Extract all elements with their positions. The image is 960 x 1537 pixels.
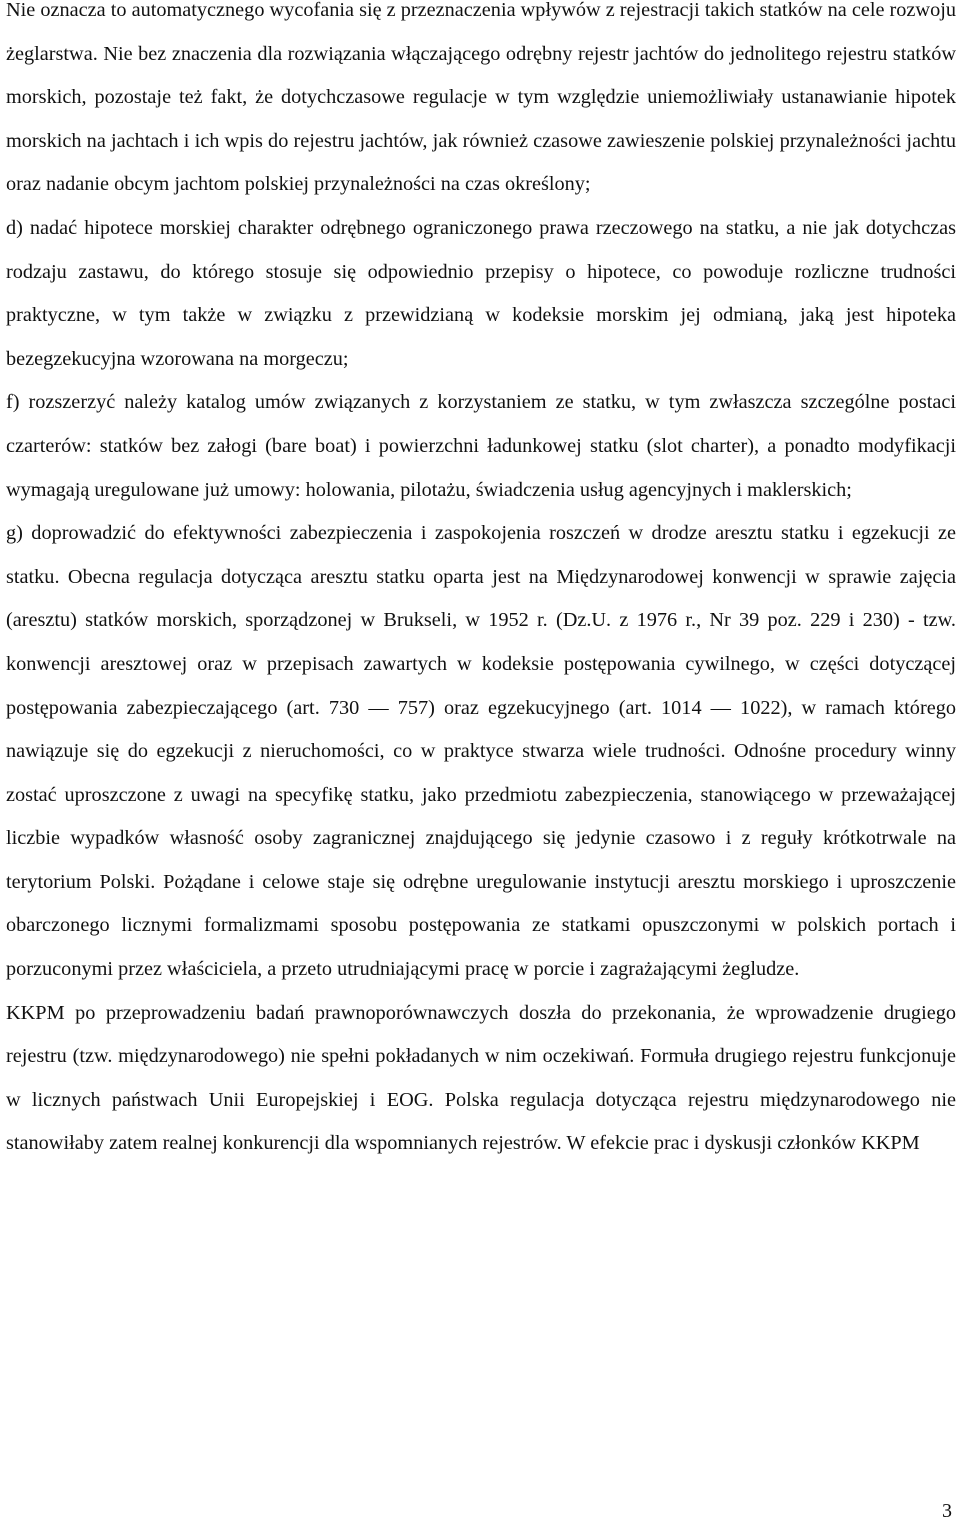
document-page	[6, 0, 956, 1166]
paragraph-point-g: g) doprowadzić do efektywności zabezpieczenia i zaspokojenia roszczeń w drodze aresztu statku i egzekucji ze statku. Obecna regulacja dotycząca aresztu statku oparta jest na Międzynarodowej konwencji w sprawie zajęcia (aresztu) statków morskich, sporządzonej w Brukseli, w 1952 r. (Dz.U. z 1976 r., Nr 39 poz. 229 i 230) - tzw. konwencji aresztowej oraz w przepisach zawartych w kodeksie postępowania cywilnego, w części dotyczącej postępowania zabezpieczającego (art. 730 — 757) oraz egzekucyjnego (art. 1014 — 1022), w ramach którego nawiązuje się do egzekucji z nieruchomości, co w praktyce stwarza wiele trudności. Odnośne procedury winny zostać uproszczone z uwagi na specyfikę statku, jako przedmiotu zabezpieczenia, stanowiącego w przeważającej liczbie wypadków własność osoby zagranicznej znajdującego się jedynie czasowo i z reguły krótkotrwale na terytorium Polski. Pożądane i celowe staje się odrębne uregulowanie instytucji aresztu morskiego i uproszczenie obarczonego licznymi formalizmami sposobu postępowania ze statkami opuszczonymi w polskich portach i porzuconymi przez właściciela, a przeto utrudniającymi pracę w porcie i zagrażającymi żegludze.	[6, 522, 956, 981]
paragraph-kkpm: KKPM po przeprowadzeniu badań prawnoporównawczych doszła do przekonania, że wprowadzenie drugiego rejestru (tzw. międzynarodowego) nie spełni pokładanych w nim oczekiwań. Formuła drugiego rejestru funkcjonuje w licznych państwach Unii Europejskiej i EOG. Polska regulacja dotycząca rejestru międzynarodowego nie stanowiłaby zatem realnej konkurencji dla wspomnianych rejestrów. W efekcie prac i dyskusji członków KKPM	[6, 1001, 956, 1155]
page-number: 3	[942, 1500, 952, 1522]
paragraph-continuation: Nie oznacza to automatycznego wycofania się z przeznaczenia wpływów z rejestracji takich statków na cele rozwoju żeglarstwa. Nie bez znaczenia dla rozwiązania włączającego odrębny rejestr jachtów do jednolitego rejestru statków morskich, pozostaje też fakt, że dotychczasowe regulacje w tym względzie uniemożliwiały ustanawianie hipotek morskich na jachtach i ich wpis do rejestru jachtów, jak również czasowe zawieszenie polskiej przynależności jachtu oraz nadanie obcym jachtom polskiej przynależności na czas określony;	[6, 0, 956, 196]
paragraph-point-f: f) rozszerzyć należy katalog umów związanych z korzystaniem ze statku, w tym zwłaszcza szczególne postaci czarterów: statków bez załogi (bare boat) i powierzchni ładunkowej statku (slot charter), a ponadto modyfikacji wymagają uregulowane już umowy: holowania, pilotażu, świadczenia usług agencyjnych i maklerskich;	[6, 391, 956, 501]
paragraph-point-d: d) nadać hipotece morskiej charakter odrębnego ograniczonego prawa rzeczowego na statku, a nie jak dotychczas rodzaju zastawu, do którego stosuje się odpowiednio przepisy o hipotece, co powoduje rozliczne trudności praktyczne, w tym także w związku z przewidzianą w kodeksie morskim jej odmianą, jaką jest hipoteka bezegzekucyjna wzorowana na morgeczu;	[6, 216, 956, 370]
